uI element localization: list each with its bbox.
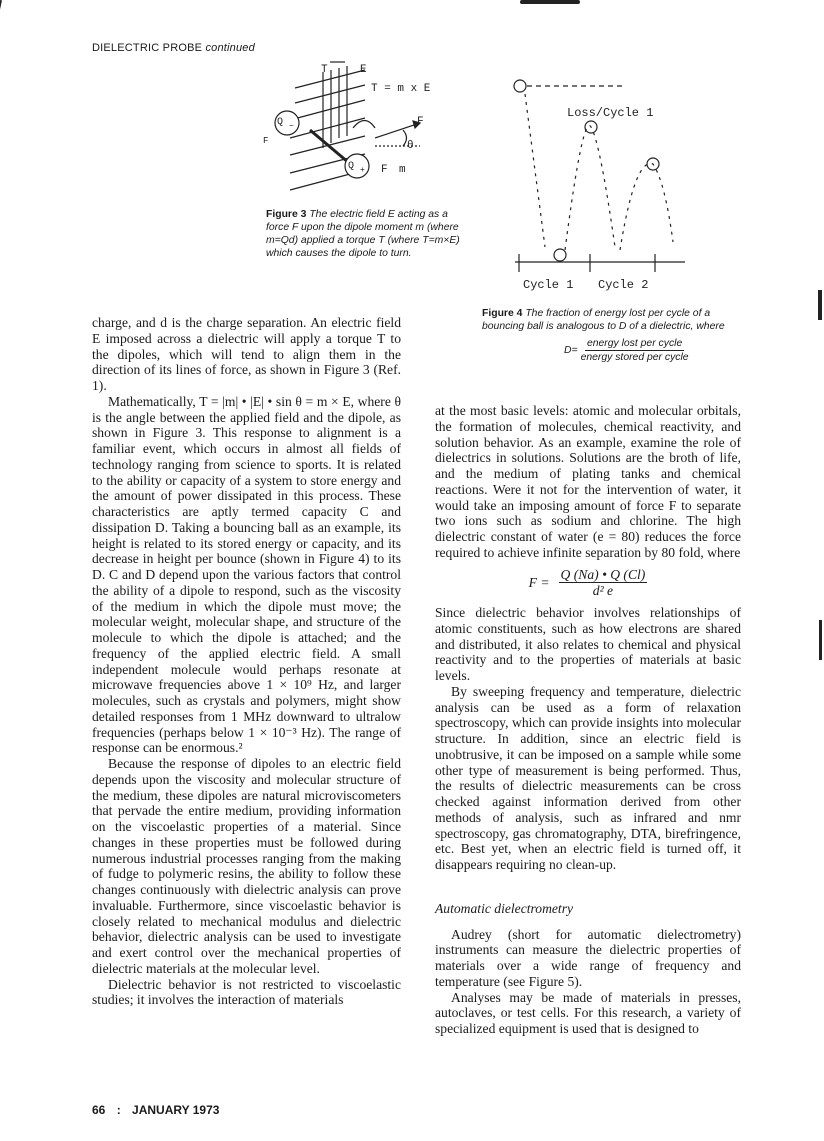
label-cycle-1: Cycle 1	[523, 278, 574, 292]
paragraph: charge, and d is the charge separation. An electric field E imposed across a dielectric will apply a torque T to the dipoles, which will tend to align them in the direction of its lines of force, as shown in Figure 3 (Ref. 1).	[92, 315, 401, 393]
issue-date: JANUARY 1973	[132, 1103, 220, 1117]
page-footer: 66 : JANUARY 1973	[92, 1103, 220, 1117]
label-m: m	[399, 164, 406, 176]
label-loss-cycle: Loss/Cycle 1	[567, 106, 654, 120]
scan-mark	[0, 0, 2, 40]
running-head: DIELECTRIC PROBE continued	[92, 42, 255, 54]
torque-arc	[353, 121, 375, 129]
figure-3-caption: Figure 3 The electric field E acting as a force F upon the dipole moment m (where m=Qd) applied a torque T (where T=m×E) which causes the dipole to turn.	[266, 209, 460, 259]
column-right	[435, 403, 741, 1037]
figure-4-bouncing-ball-diagram	[505, 72, 705, 302]
figure-4-caption: Figure 4 The fraction of energy lost per cycle of a bouncing ball is analogous to D of a dielectric, where D= $\frac{\text{energy lost per cycle}}{\text{energy stored per cycle}}$	[482, 307, 744, 364]
paragraph: Because the response of dipoles to an electric field depends upon the viscosity and molecular structure of the medium, these dipoles are natural microviscometers that pervade the entire medium, providing information on the viscoelastic properties of a material. Since changes in these properties must be followed during numerous industrial processes ranging from the making of fudge to polymeric resins, the ability to follow these changes continuously with dielectric analysis can prove invaluable. Furthermore, since viscoelastic behavior is closely related to mechanical modulus and dielectric behavior, dielectric analysis can be used to investigate and exert control over the mechanical properties of dielectric materials at the molecular level.	[92, 756, 401, 976]
paragraph: Since dielectric behavior involves relationships of atomic constituents, such as how electrons are shared and distributed, it also relates to chemical and physical reactivity and to the properties of materials at basic levels.	[435, 605, 741, 683]
label-equation: T = m x E	[371, 83, 431, 95]
label-F-bottom: F	[381, 164, 388, 176]
label-Q-plus-sign: +	[360, 166, 365, 175]
label-cycle-2: Cycle 2	[598, 278, 649, 292]
label-theta: θ	[407, 140, 414, 152]
figure-4-equation: D= $\frac{\text{energy lost per cycle}}{\text{energy stored per cycle}}$	[564, 338, 689, 363]
label-Q-minus-sign: −	[289, 122, 294, 131]
column-left	[92, 315, 401, 1008]
scan-mark	[520, 0, 580, 4]
section-heading: Automatic dielectrometry	[435, 900, 574, 916]
paragraph: Mathematically, T = |m| • |E| • sin θ = m × E, where θ is the angle between the applied field and the dipole, as shown in Figure 3. This response to alignment is a familiar event, which occurs in almost all fields of technology ranging from science to sports. It is related to the ability or capacity of a system to store energy and the amount of power dissipated in this process. These characteristics are aptly termed capacity C and dissipation D. Taking a bouncing ball as an example, its height is related to its stored energy or capacity, and its decrease in height per bounce (shown in Figure 4) to its D. C and D depend upon the various factors that control the ability of a dipole to respond, such as the viscosity of the medium in which the dipole must move; the molecular weight, molecular shape, and structure of the molecule to which the dipole is attached; and the frequency of the applied electric field. A small independent molecule would perhaps resonate at microwave frequencies above 1 × 10⁹ Hz, and larger molecules, such as crystals and polymers, might show detailed responses from 1 MHz downward to ultralow frequencies (perhaps below 1 × 10⁻³ Hz). The range of response can be enormous.²	[92, 393, 401, 756]
scan-mark	[819, 620, 822, 660]
paragraph: Analyses may be made of materials in presses, autoclaves, or test cells. For this research, a variety of specialized equipment is used that is designed to	[435, 989, 741, 1036]
ball-bottom	[554, 249, 566, 261]
label-T: T	[321, 64, 328, 76]
label-E: E	[360, 64, 367, 76]
scan-mark	[818, 290, 822, 320]
label-F-left: F	[263, 136, 269, 146]
figure-3-dipole-diagram	[235, 58, 470, 208]
page-number: 66	[92, 1103, 106, 1117]
paragraph: Audrey (short for automatic dielectrometry) instruments can measure the dielectric properties of materials over a wide range of frequency and temperature (see Figure 5).	[435, 926, 741, 989]
label-Q-plus: Q	[348, 161, 355, 172]
force-arrow	[375, 123, 420, 138]
label-F-right: F	[417, 116, 424, 128]
paragraph: By sweeping frequency and temperature, dielectric analysis can be used as a form of relaxation spectroscopy, which can provide insights into molecular structure. In addition, since an electric field is unobtrusive, it can be imposed on a sample while some other type of measurement is being performed. Thus, the results of dielectric measurements can be cross checked against information derived from other methods of analysis, such as infrared and nmr spectroscopy, gas chromatography, DTA, birefringence, etc. Best yet, when an electric field is turned off, it disappears requiring no clean-up.	[435, 683, 741, 872]
ball-start	[514, 80, 526, 92]
paragraph: at the most basic levels: atomic and molecular orbitals, the formation of molecules, chemical reactivity, and solution behavior. As an example, examine the role of dielectrics in solutions. Solutions are the broth of life, and the medium of plating tanks and chemical reactions. Were it not for the intervention of water, it would take an imposing amount of force F to separate two ions such as sodium and chlorine. The high dielectric constant of water (e = 80) reduces the force required to achieve infinite separation by 80 fold, where	[435, 403, 741, 560]
coulomb-formula: F = $\frac{Q (Na) • Q (Cl)}{\text{d² e}}$	[528, 566, 646, 599]
paragraph: Dielectric behavior is not restricted to viscoelastic studies; it involves the interaction of materials	[92, 976, 401, 1008]
label-Q-minus: Q	[277, 117, 284, 128]
